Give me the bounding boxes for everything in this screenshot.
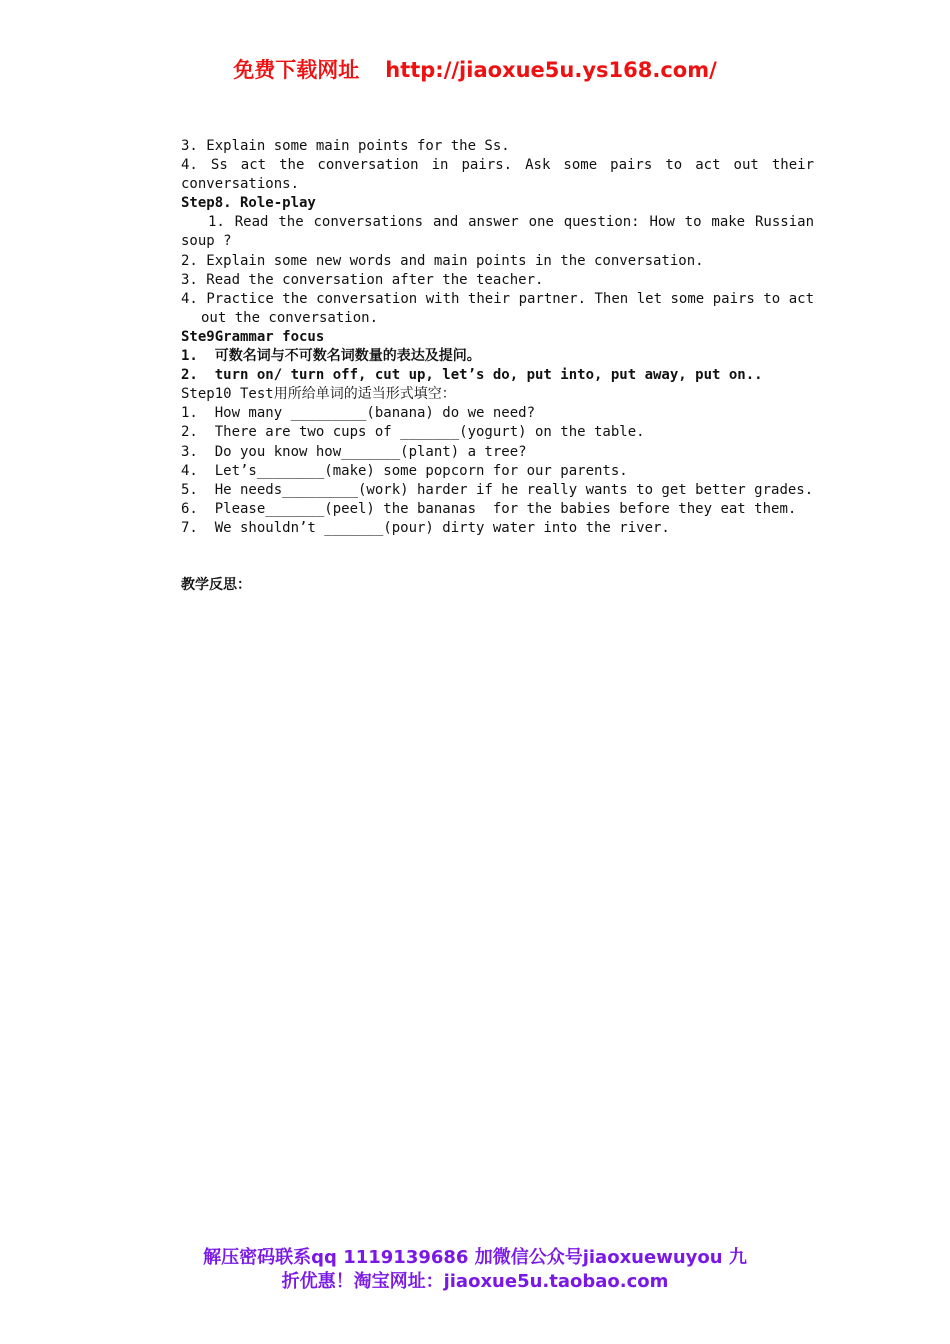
test-item-6: 6. Please_______(peel) the bananas for the babies before they eat them. bbox=[181, 500, 797, 517]
footer-line-1: 解压密码联系qq 1119139686 加微信公众号jiaoxuewuyou 九 bbox=[203, 1247, 747, 1268]
step7-item-3: 3. Explain some main points for the Ss. bbox=[181, 138, 510, 154]
step8-item-4-cont: out the conversation. bbox=[201, 309, 379, 326]
step8-item-2: 2. Explain some new words and main points in the conversation. bbox=[181, 252, 704, 269]
step8-item-3: 3. Read the conversation after the teacher. bbox=[181, 271, 544, 288]
grammar-point-1: 1. 可数名词与不可数名词数量的表达及提问。 bbox=[181, 348, 481, 365]
test-item-7: 7. We shouldn’t _______(pour) dirty water into the river. bbox=[181, 519, 670, 536]
grammar-point-2: 2. turn on/ turn off, cut up, let’s do, put into, put away, put on.. bbox=[181, 367, 763, 384]
test-item-5: 5. He needs_________(work) harder if he really wants to get better grades. bbox=[181, 481, 814, 498]
test-item-1: 1. How many _________(banana) do we need? bbox=[181, 405, 536, 422]
test-item-4: 4. Let’s________(make) some popcorn for our parents. bbox=[181, 462, 628, 479]
step8-item-4: 4. Practice the conversation with their partner. Then let some pairs to act bbox=[181, 290, 814, 307]
step7-item-4-cont: conversations. bbox=[181, 176, 300, 193]
footer-line-2: 折优惠！淘宝网址：jiaoxue5u.taobao.com bbox=[281, 1271, 669, 1292]
step10-heading: Step10 Test用所给单词的适当形式填空： bbox=[181, 386, 456, 403]
download-label: 免费下载网址 bbox=[233, 58, 360, 82]
download-url-link[interactable]: http://jiaoxue5u.ys168.com/ bbox=[385, 58, 717, 82]
download-header bbox=[0, 54, 950, 84]
step7-item-4: 4. Ss act the conversation in pairs. Ask some pairs to act out their bbox=[181, 157, 814, 174]
lesson-plan-body bbox=[181, 137, 814, 595]
test-item-2: 2. There are two cups of _______(yogurt) on the table. bbox=[181, 424, 645, 441]
section-spacer bbox=[181, 538, 814, 576]
step9-heading: Ste9Grammar focus bbox=[181, 328, 325, 345]
step8-heading: Step8. Role-play bbox=[181, 195, 316, 212]
step8-item-1: 1. Read the conversations and answer one question: How to make Russian bbox=[208, 214, 814, 231]
teaching-reflection-label: 教学反思： bbox=[181, 576, 251, 593]
step8-item-1-cont: soup ? bbox=[181, 233, 232, 250]
test-item-3: 3. Do you know how_______(plant) a tree? bbox=[181, 443, 527, 460]
